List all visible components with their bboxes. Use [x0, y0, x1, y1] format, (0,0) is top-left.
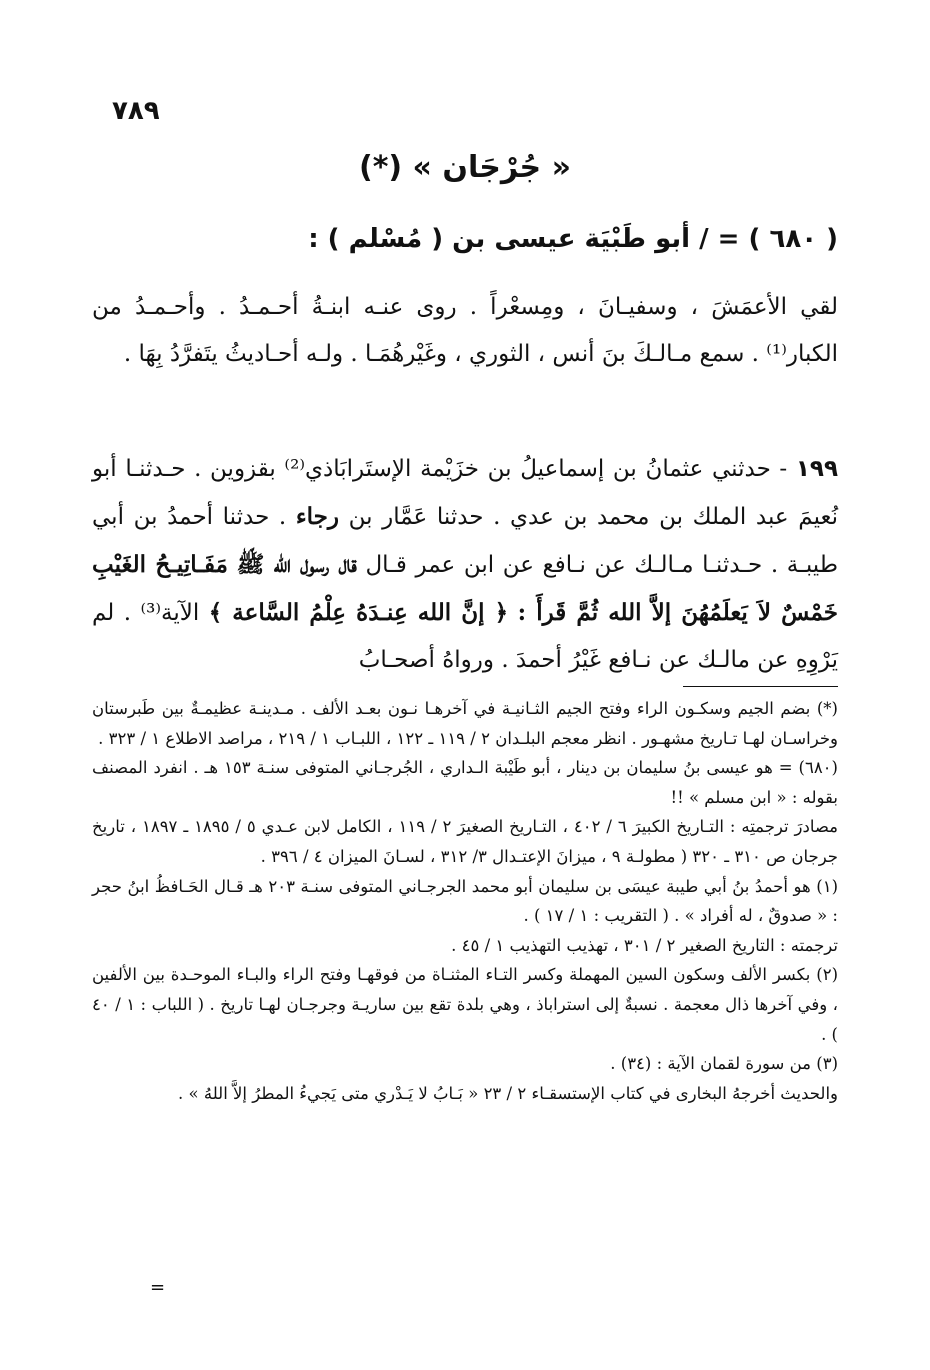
hadith-paragraph [92, 446, 838, 684]
footnote-star: (*) بضم الجيم وسكـون الراء وفتح الجيم الثـانيـة في آخرهـا نـون بعـد الألف . مـدينـة عظيمـةٌ بين طَبرستان وخراسـان لهـا تـاريخ مشهـور . انظر معجم البلـدان ٢ / ١١٩ ـ ١٢٢ ، اللبـاب ١ / ٢١٩ ، مراصد الاطلاع ١ / ٣٢٣ . [92, 699, 838, 748]
hadith-raja: رجاء [295, 503, 339, 530]
hadith-isnad-a: - حدثني عثمانُ بن إسماعيلُ بن خزَيْمة الإستَرابَاذي⁽²⁾ بقزوين . حـدثنـا أبو نُعيمَ عبد الملك بن محمد بن عدي . حدثنا عَمَّار بن [92, 456, 839, 530]
footnote-2: (٢) بكسر الألف وسكون السين المهملة وكسر التـاء المثنـاة من فوقهـا وفتح الراء والبـاء الموحـدة بين الألفين ، وفي آخرها ذال معجمة . نسبةٌ إلى استراباذ ، وهي بلدة تقع بين ساريـة وجرجـان لهـا تاريخ . ( اللباب : ١ / ٤٠ ) . [92, 965, 838, 1044]
footnote-divider [683, 686, 838, 687]
footnote-1-biography: ترجمته : التاريخ الصغير ٢ / ٣٠١ ، تهذيب التهذيب ١ / ٤٥ . [451, 935, 838, 955]
footnotes [92, 694, 838, 1108]
footnote-680: (٦٨٠) = هو عيسى بنُ سليمان بن دينار ، أبو طَيْبة الـداري ، الجُرجـاني المتوفى سنـة ١٥٣ هـ . انفرد المصنف بقوله : « ابن مسلم » !! [92, 758, 838, 807]
entry-heading: ( ٦٨٠ ) = / أبو طَبْيَة عيسى بن ( مُسْلم ) : [308, 224, 838, 254]
biography-paragraph: لقي الأعمَشَ ، وسفيـانَ ، ومِسعْراً . روى عنـه ابنـةُ أحـمـدُ . وأحـمـدُ من الكبار⁽¹⁾ . سمع مـالـكَ بنَ أنس ، الثوري ، وغَيْرهُمَـا . ولـه أحـاديثُ يتَفرَّدُ بِهَا . [92, 294, 838, 367]
continuation-mark: = [150, 1277, 166, 1298]
footnote-3: (٣) من سورة لقمان الآية : (٣٤) . [610, 1054, 838, 1074]
hadith-qala-rasul: قال رسول الله ﷺ [236, 551, 357, 578]
hadith-number: ١٩٩ [795, 456, 838, 482]
hadith-matn: مَفَـاتِيـحُ الغَيْبِ خَمْسٌ لاَ يَعلَمُهُنَ إلاَّ الله ثُمَّ قَرأَ : [92, 551, 839, 626]
hadith-isnad-b: . حدثنا أحمدُ بن أبي طيبـة . حـدثنـا مـالـك عن نـافع عن ابن عمر قـال [92, 504, 839, 578]
quran-ayah: ﴿ إنَّ الله عِنـدَهُ عِلْمُ السَّاعة ﴾ [208, 599, 509, 626]
hadith-closing: الآية⁽³⁾ . لم يَرْوِهِ عن مالـك عن نـافع غَيْرُ أحمدَ . ورواهُ أصحـابُ [92, 600, 838, 673]
footnote-3-takhrij: والحديث أخرجهُ البخارى في كتاب الإستسقـاء ٢ / ٢٣ « بَـابُ لا يَـدْري متى يَجيءُ المطرُ إلاَّ اللهُ » . [178, 1083, 838, 1103]
footnote-680-sources: مصادرَ ترجمتِه : التـاريخ الكبيرَ ٦ / ٤٠٢ ، التـاريخ الصغيرَ ٢ / ١١٩ ، الكامل لابن عـدي ٥ / ١٨٩٥ ـ ١٨٩٧ ، تاريخ جرجان ص ٣١٠ ـ ٣٢٠ ( مطولـة ٩ ، ميزانَ الإعتـدال ٣/ ٣١٢ ، لسـانَ الميزان ٤ / ٣٩٦ . [92, 817, 839, 866]
chapter-title: « جُرْجَان » (*) [359, 150, 571, 185]
page-number: ٧٨٩ [112, 96, 160, 126]
footnote-1: (١) هو أحمدُ بنُ أبي طيبة عيسَى بن سليمان أبو محمد الجرجـاني المتوفى سنـة ٢٠٣ هـ قـال الحَـافظُ ابنُ حجر : « صدوقٌ ، له أفراد » . ( التقريب : ١ / ١٧ ) . [92, 876, 838, 926]
